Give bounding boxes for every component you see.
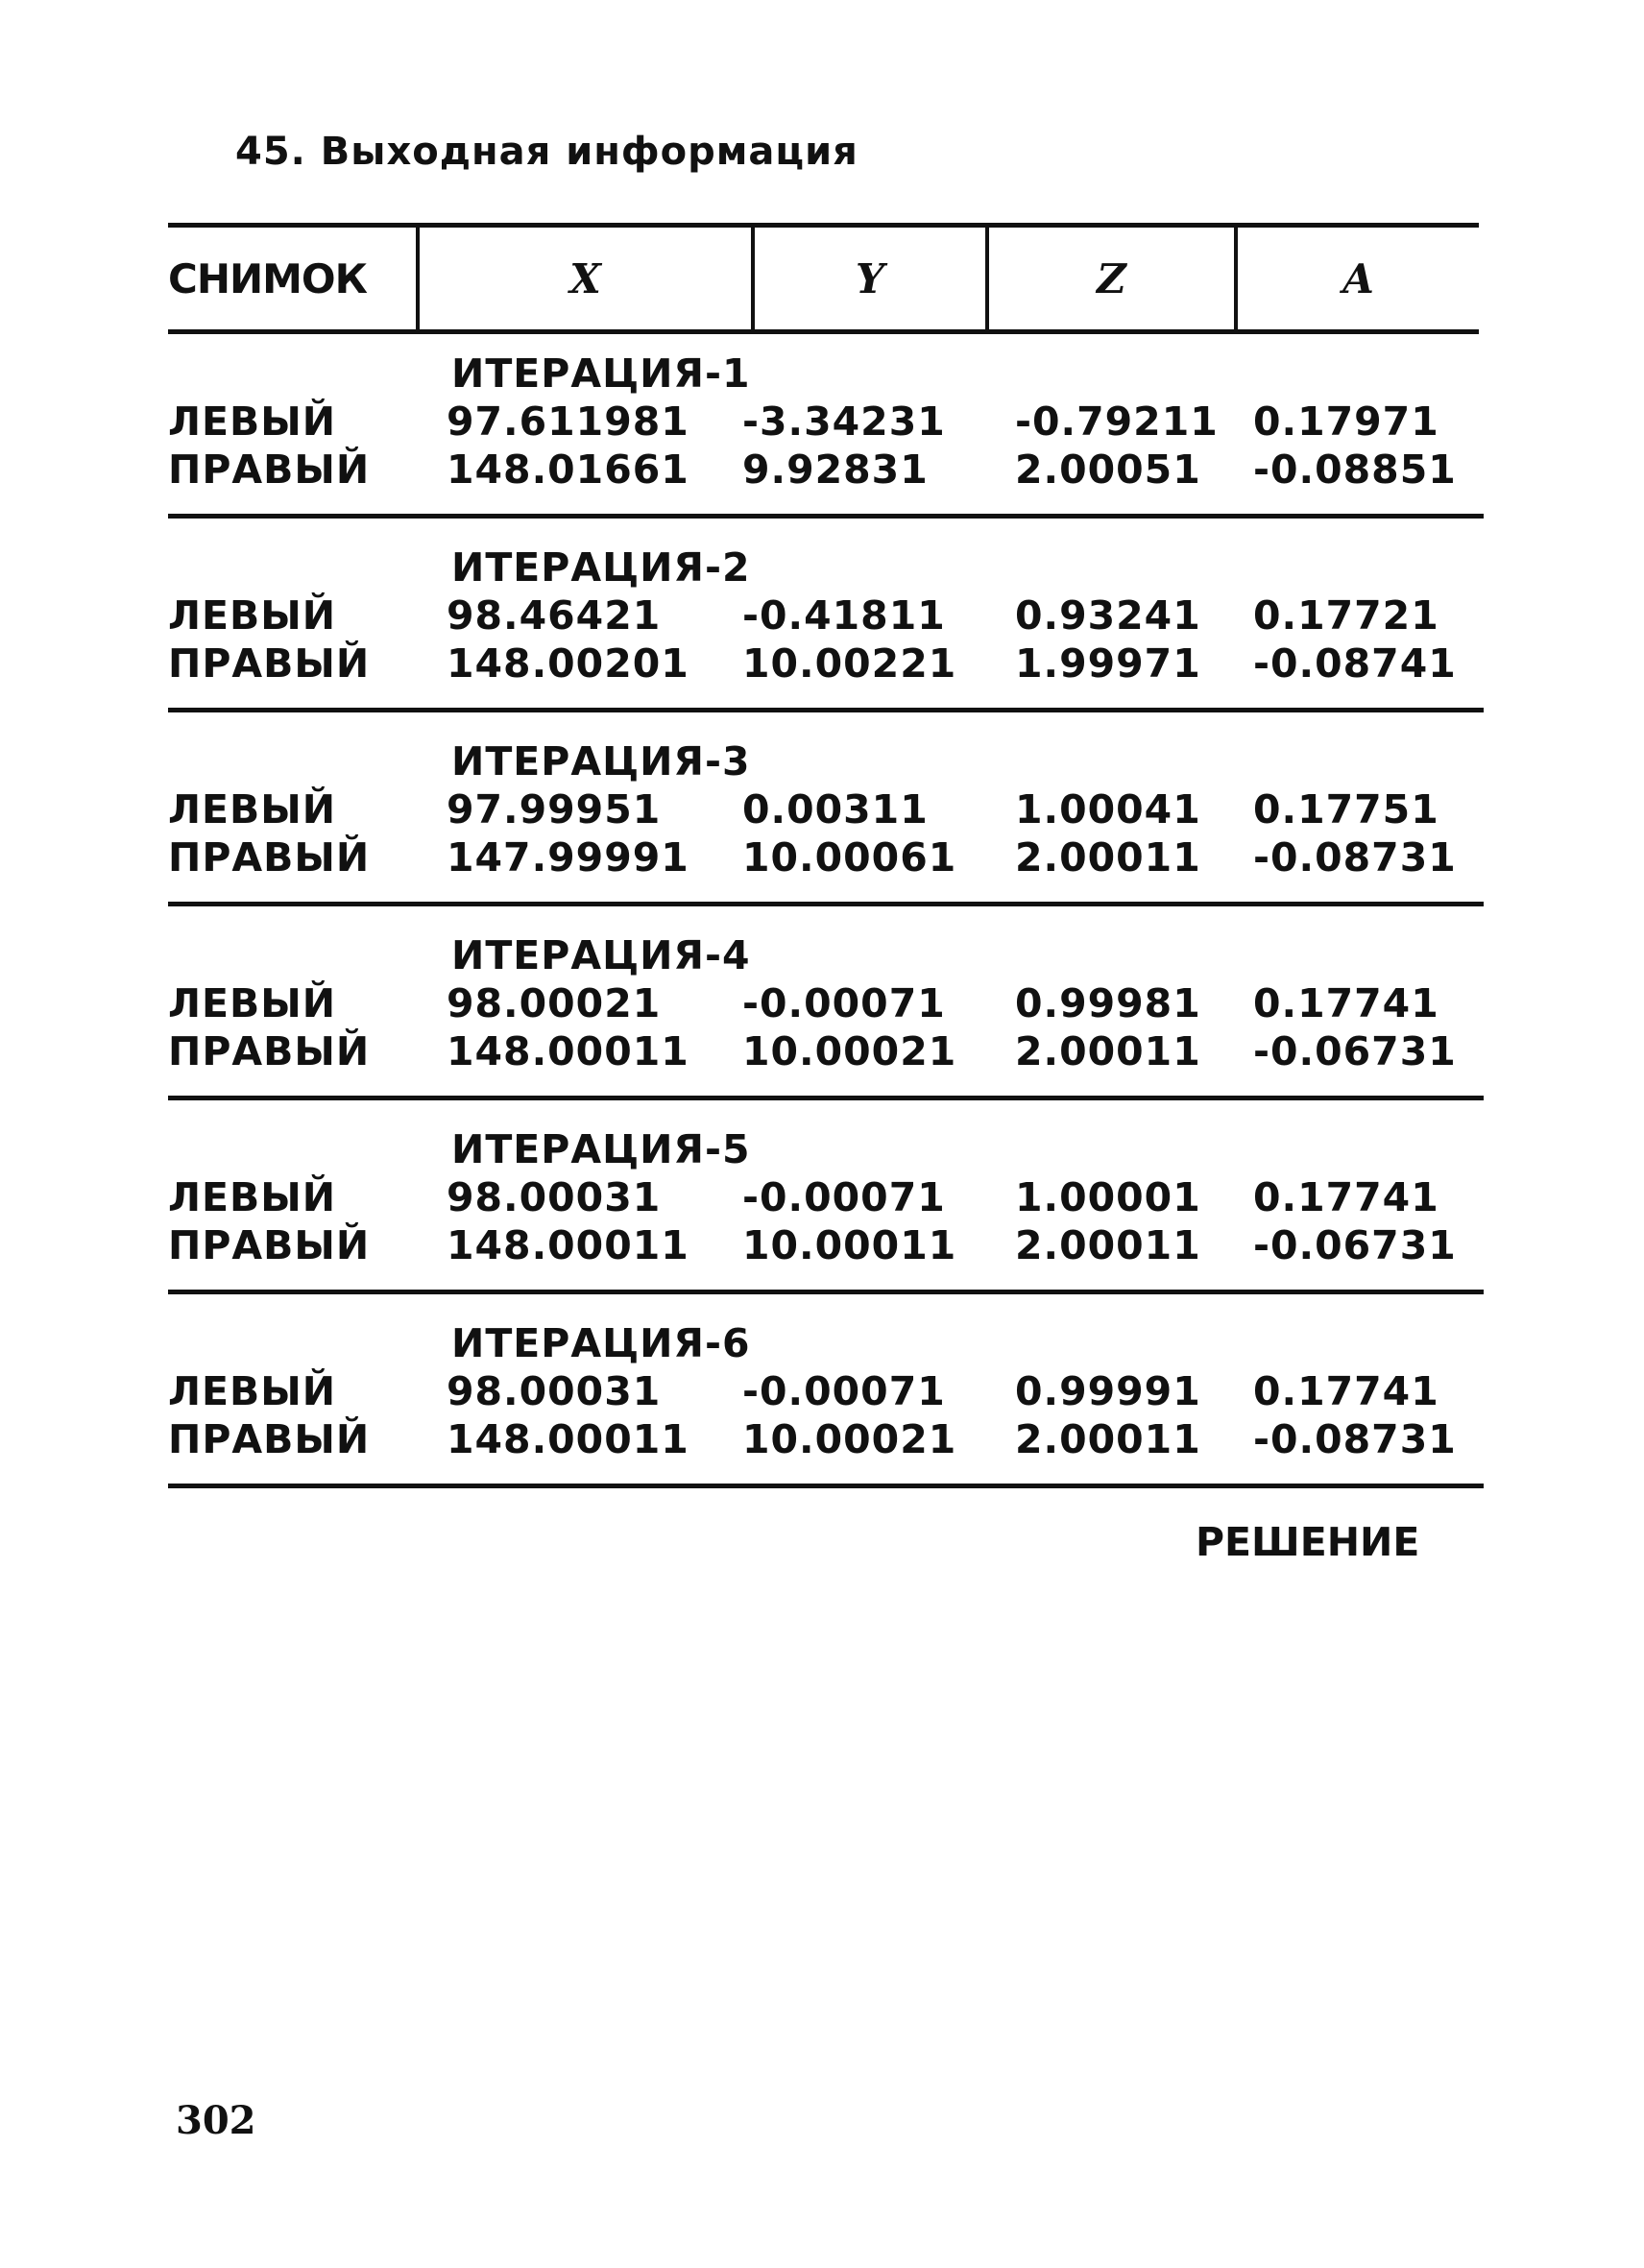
header-cell-x: X	[416, 228, 751, 329]
value-a: -0.06731	[1253, 1222, 1457, 1268]
table-header	[168, 223, 1479, 334]
value-x: 148.01661	[447, 446, 689, 493]
header-cell-snapshot: СНИМОК	[168, 254, 367, 302]
value-z: 1.00001	[1015, 1174, 1201, 1220]
value-z: 1.00041	[1015, 786, 1201, 832]
value-a: -0.06731	[1253, 1028, 1457, 1074]
value-z: 2.00011	[1015, 1416, 1201, 1462]
value-y: 9.92831	[742, 446, 929, 493]
iteration-title: ИТЕРАЦИЯ-6	[451, 1320, 751, 1366]
row-label: ЛЕВЫЙ	[168, 398, 337, 445]
row-label: ПРАВЫЙ	[168, 1222, 371, 1268]
value-x: 98.00031	[447, 1368, 662, 1414]
value-y: -0.00071	[742, 980, 946, 1026]
value-x: 97.99951	[447, 786, 662, 832]
value-x: 97.611981	[447, 398, 689, 445]
row-label: ПРАВЫЙ	[168, 1416, 371, 1462]
value-a: -0.08731	[1253, 834, 1457, 881]
table-row-left	[168, 1174, 1484, 1222]
value-y: -0.00071	[742, 1368, 946, 1414]
row-label: ПРАВЫЙ	[168, 834, 371, 881]
iteration-block-3	[168, 738, 1484, 930]
table-row-left	[168, 980, 1484, 1028]
table-row-left	[168, 398, 1484, 446]
value-x: 148.00201	[447, 640, 689, 687]
row-label: ЛЕВЫЙ	[168, 1174, 337, 1220]
table-row-right	[168, 446, 1484, 495]
value-z: 0.93241	[1015, 592, 1201, 639]
table-row-left	[168, 1368, 1484, 1416]
divider-line	[168, 1290, 1484, 1294]
header-cell-y: Y	[751, 228, 985, 329]
iteration-block-5	[168, 1126, 1484, 1318]
value-x: 98.00031	[447, 1174, 662, 1220]
divider-line	[168, 514, 1484, 519]
page-number: 302	[176, 2098, 256, 2143]
section-title: 45. Выходная информация	[235, 130, 858, 174]
value-y: 10.00011	[742, 1222, 957, 1268]
value-a: 0.17751	[1253, 786, 1439, 832]
row-label: ПРАВЫЙ	[168, 1028, 371, 1074]
solution-label: РЕШЕНИЕ	[1196, 1519, 1420, 1565]
value-a: 0.17741	[1253, 980, 1439, 1026]
table-row-left	[168, 786, 1484, 834]
value-z: 2.00051	[1015, 446, 1201, 493]
iteration-title: ИТЕРАЦИЯ-1	[451, 350, 751, 397]
value-a: -0.08741	[1253, 640, 1457, 687]
divider-line	[168, 1096, 1484, 1100]
value-z: 2.00011	[1015, 834, 1201, 881]
table-row-right	[168, 1028, 1484, 1076]
value-a: 0.17741	[1253, 1174, 1439, 1220]
value-a: 0.17741	[1253, 1368, 1439, 1414]
table-row-right	[168, 1416, 1484, 1464]
value-y: -3.34231	[742, 398, 946, 445]
value-y: 10.00061	[742, 834, 957, 881]
row-label: ЛЕВЫЙ	[168, 786, 337, 832]
value-y: -0.00071	[742, 1174, 946, 1220]
iteration-title: ИТЕРАЦИЯ-4	[451, 932, 751, 978]
header-cell-a: A	[1234, 228, 1479, 329]
value-x: 148.00011	[447, 1028, 689, 1074]
divider-line	[168, 1484, 1484, 1488]
value-x: 98.46421	[447, 592, 662, 639]
value-z: 0.99981	[1015, 980, 1201, 1026]
value-x: 148.00011	[447, 1222, 689, 1268]
value-z: 2.00011	[1015, 1028, 1201, 1074]
iteration-block-2	[168, 544, 1484, 736]
value-y: 10.00021	[742, 1416, 957, 1462]
iteration-title: ИТЕРАЦИЯ-3	[451, 738, 751, 784]
iteration-block-1	[168, 350, 1484, 543]
iteration-block-4	[168, 932, 1484, 1124]
value-z: -0.79211	[1015, 398, 1219, 445]
value-z: 1.99971	[1015, 640, 1201, 687]
value-z: 0.99991	[1015, 1368, 1201, 1414]
row-label: ЛЕВЫЙ	[168, 592, 337, 639]
row-label: ПРАВЫЙ	[168, 640, 371, 687]
value-a: 0.17971	[1253, 398, 1439, 445]
value-y: 10.00021	[742, 1028, 957, 1074]
table-row-right	[168, 1222, 1484, 1270]
table-row-right	[168, 640, 1484, 688]
iteration-title: ИТЕРАЦИЯ-5	[451, 1126, 751, 1172]
divider-line	[168, 902, 1484, 906]
value-y: 0.00311	[742, 786, 929, 832]
header-cell-z: Z	[985, 228, 1234, 329]
row-label: ЛЕВЫЙ	[168, 980, 337, 1026]
iteration-title: ИТЕРАЦИЯ-2	[451, 544, 751, 591]
table-row-left	[168, 592, 1484, 640]
iteration-block-6	[168, 1320, 1484, 1512]
value-x: 148.00011	[447, 1416, 689, 1462]
value-y: -0.41811	[742, 592, 946, 639]
row-label: ПРАВЫЙ	[168, 446, 371, 493]
value-y: 10.00221	[742, 640, 957, 687]
divider-line	[168, 708, 1484, 712]
row-label: ЛЕВЫЙ	[168, 1368, 337, 1414]
value-a: 0.17721	[1253, 592, 1439, 639]
table-row-right	[168, 834, 1484, 882]
value-x: 98.00021	[447, 980, 662, 1026]
value-a: -0.08851	[1253, 446, 1457, 493]
value-a: -0.08731	[1253, 1416, 1457, 1462]
value-x: 147.99991	[447, 834, 689, 881]
value-z: 2.00011	[1015, 1222, 1201, 1268]
